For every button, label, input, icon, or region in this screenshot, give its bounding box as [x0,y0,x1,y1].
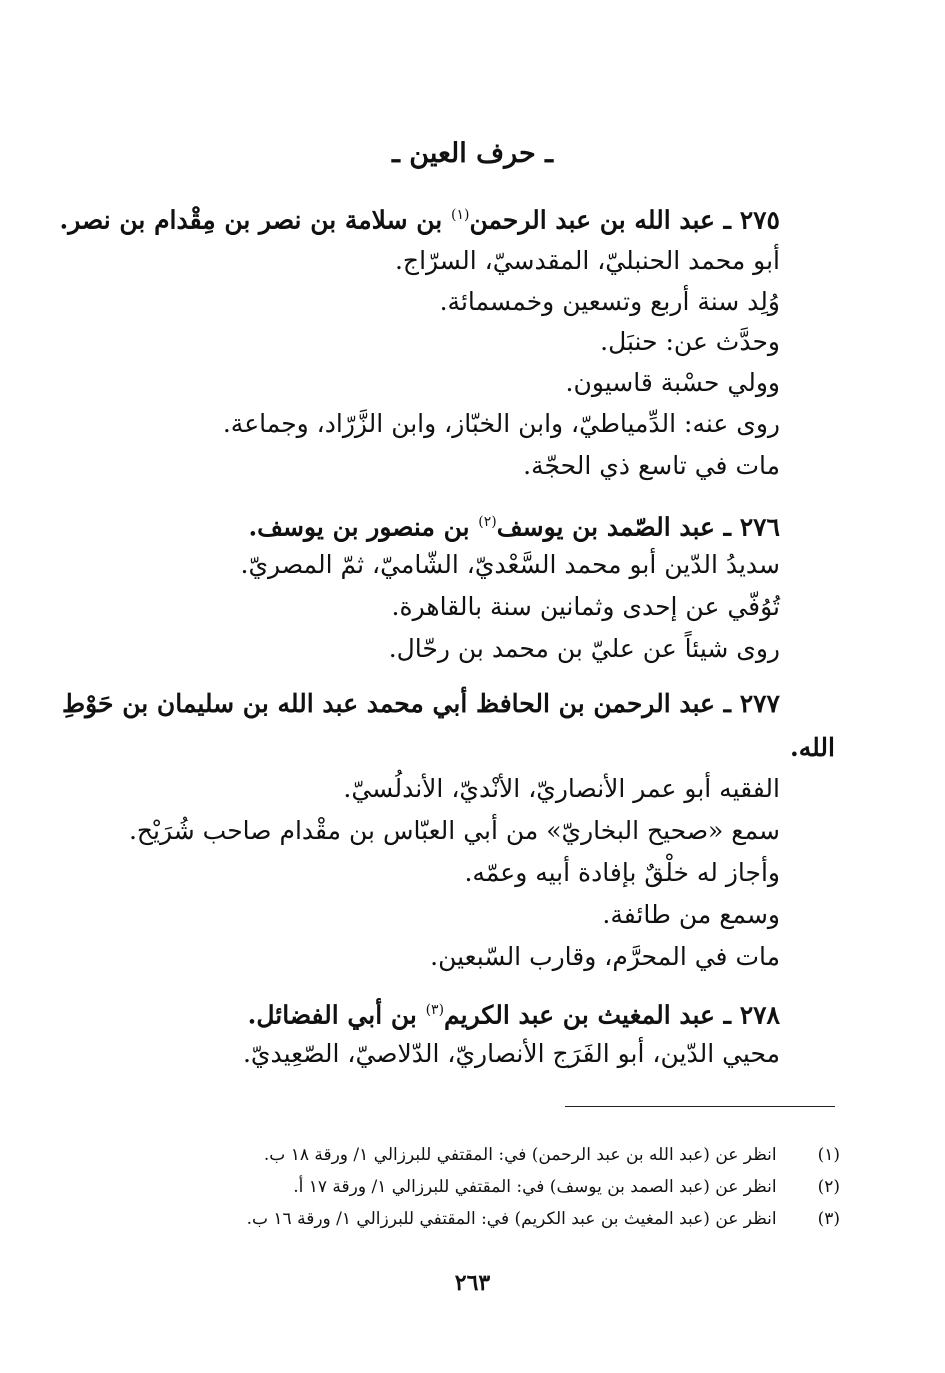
footnote-text: انظر عن (عبد الله بن عبد الرحمن) في: المقتفي للبرزالي ١/ ورقة ١٨ ب. [263,1145,777,1165]
footnote-number: (١) [817,1145,840,1165]
entry-276-heading: ٢٧٦ ـ عبد الصّمد بن يوسف$^{(٢)}$ بن منصور بن يوسف. [248,512,780,542]
entry-278-heading: ٢٧٨ ـ عبد المغيث بن عبد الكريم$^{(٣)}$ بن أبي الفضائل. [247,1000,780,1030]
entry-line: تُوُفّي عن إحدى وثمانين سنة بالقاهرة. [391,592,780,621]
entry-line: مات في المحرَّم، وقارب السّبعين. [430,942,780,971]
entry-line: وُلِد سنة أربع وتسعين وخمسمائة. [439,287,780,316]
entry-line: الفقيه أبو عمر الأنصاريّ، الأنْديّ، الأندلُسيّ. [343,774,780,803]
entry-line: وولي حسْبة قاسيون. [565,368,780,397]
entry-name: عبد الرحمن بن الحافظ أبي محمد عبد الله بن سليمان بن حَوْطِ [62,689,715,718]
entry-line: وأجاز له خلْقٌ بإفادة أبيه وعمّه. [464,858,780,887]
entry-line: روى عنه: الدِّمياطيّ، وابن الخبّاز، وابن الزَّرّاد، وجماعة. [222,409,780,438]
entry-number: ٢٧٧ [739,689,780,718]
entry-name: عبد المغيث بن عبد الكريم [444,1000,715,1030]
entry-name: عبد الصّمد بن يوسف [496,512,715,542]
entry-275-heading: ٢٧٥ ـ عبد الله بن عبد الرحمن$^{(١)}$ بن سلامة بن نصر بن مِقْدام بن نصر. [59,205,780,235]
footnote-ref: (٢) [478,514,497,530]
footnote [293,1175,840,1199]
entry-line: مات في تاسع ذي الحجّة. [523,451,780,480]
footnote [247,1207,840,1231]
entry-line: سمع «صحيح البخاريّ» من أبي العبّاس بن مقْدام صاحب شُرَيْح. [128,816,780,845]
entry-number: ٢٧٥ [739,205,780,235]
entry-name-continued: بن سلامة بن نصر بن مِقْدام بن نصر. [59,205,443,235]
entry-line: وحدَّث عن: حنبَل. [600,327,780,356]
footnote [264,1143,840,1167]
entry-line: محيي الدّين، أبو الفَرَج الأنصاريّ، الدّلاصيّ، الصّعِيديّ. [242,1039,780,1068]
entry-277-heading: ٢٧٧ ـ عبد الرحمن بن الحافظ أبي محمد عبد الله بن سليمان بن حَوْطِ [62,689,780,718]
section-title: ـ حرف العين ـ [391,138,554,169]
footnote-divider [565,1106,835,1107]
footnote-number: (٢) [817,1177,840,1197]
footnote-text: انظر عن (عبد المغيث بن عبد الكريم) في: المقتفي للبرزالي ١/ ورقة ١٦ ب. [246,1209,777,1229]
entry-line: أبو محمد الحنبليّ، المقدسيّ، السرّاج. [394,246,780,275]
entry-name-wrap: الله. [790,733,835,762]
entry-line: سديدُ الدّين أبو محمد السَّعْديّ، الشّاميّ، ثمّ المصريّ. [240,550,780,579]
footnote-number: (٣) [817,1209,840,1229]
entry-line: وسمع من طائفة. [602,900,780,929]
entry-name-continued: بن منصور بن يوسف. [248,512,470,542]
entry-line: روى شيئاً عن عليّ بن محمد بن رحّال. [388,634,780,663]
entry-number: ٢٧٨ [739,1000,780,1030]
page-number: ٢٦٣ [454,1270,491,1296]
entry-name-continued: بن أبي الفضائل. [247,1000,417,1030]
footnote-text: انظر عن (عبد الصمد بن يوسف) في: المقتفي للبرزالي ١/ ورقة ١٧ أ. [293,1177,777,1197]
entry-number: ٢٧٦ [739,512,780,542]
footnote-ref: (١) [450,207,470,223]
footnote-ref: (٣) [425,1002,445,1018]
entry-name: عبد الله بن عبد الرحمن [469,205,715,235]
